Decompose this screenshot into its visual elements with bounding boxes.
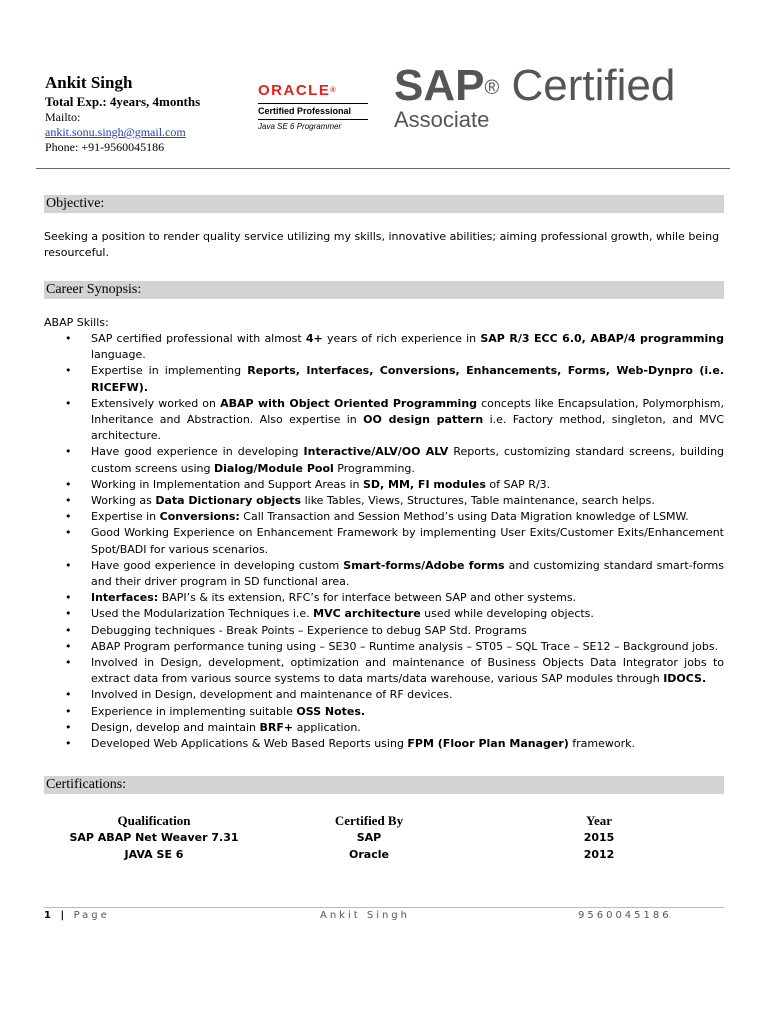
skill-text: Interfaces: xyxy=(91,591,159,605)
skill-text: framework. xyxy=(568,737,636,751)
skill-text: Conversions: xyxy=(159,510,240,524)
skill-item xyxy=(44,396,724,445)
email-link[interactable]: ankit.sonu.singh@gmail.com xyxy=(45,125,186,139)
footer-divider xyxy=(44,907,724,908)
skill-text: Dialog/Module Pool xyxy=(214,461,334,475)
skill-text: Have good experience in developing xyxy=(91,445,304,459)
certifications-heading: Certifications: xyxy=(44,776,724,794)
skill-text: of SAP R/3. xyxy=(485,477,551,491)
skill-item xyxy=(44,687,724,703)
cert-cell: SAP xyxy=(356,831,382,844)
cert-cell: 2012 xyxy=(583,848,615,861)
cert-cell: JAVA SE 6 xyxy=(124,848,184,861)
certifications-table xyxy=(44,812,724,863)
skill-text: Programming. xyxy=(333,461,415,475)
oracle-wordmark: ORACLE xyxy=(258,82,331,99)
skill-text: Design, develop and maintain xyxy=(91,720,260,734)
skill-text: FPM (Floor Plan Manager) xyxy=(407,737,569,751)
skill-text: Expertise in implementing xyxy=(91,364,248,378)
skill-text: Good Working Experience on Enhancement Framework by implementing User Exits/Customer Exits/Enhancement Spot/BADI for various scenarios. xyxy=(91,526,724,556)
skill-text: Developed Web Applications & Web Based Reports using xyxy=(91,737,408,751)
skill-text: Experience in implementing suitable xyxy=(91,704,297,718)
skill-text: SAP R/3 ECC 6.0, ABAP/4 programming xyxy=(480,332,724,345)
skill-item xyxy=(44,525,724,557)
skill-text: like Tables, Views, Structures, Table maintenance, search helps. xyxy=(301,494,655,508)
skill-text: Smart-forms/Adobe forms xyxy=(343,558,505,572)
sap-associate-word: Associate xyxy=(394,107,490,132)
career-synopsis-heading: Career Synopsis: xyxy=(44,281,724,299)
oracle-certified-logo xyxy=(258,82,370,134)
skill-text: ABAP with Object Oriented Programming xyxy=(220,396,478,410)
skill-item xyxy=(44,704,724,720)
sap-certified-logo xyxy=(394,62,734,132)
contact-block xyxy=(45,72,265,155)
candidate-name: Ankit Singh xyxy=(45,73,133,92)
objective-heading: Objective: xyxy=(44,195,724,213)
skill-item xyxy=(44,655,724,687)
abap-skills-heading: ABAP Skills: xyxy=(44,316,109,329)
skill-text: Involved in Design, development, optimization and maintenance of Business Objects Data Integrator jobs to extract data from various source systems to data marts/data warehouse, various SAP modules through xyxy=(91,656,724,686)
skill-text: Reports, customizing standard screens, building custom screens using xyxy=(91,445,725,475)
footer-phone: 9560045186 xyxy=(578,910,672,921)
skill-item xyxy=(44,331,724,363)
skill-text: application. xyxy=(293,720,361,734)
skill-text: concepts like Encapsulation, Polymorphism, Inheritance and Abstraction. Also expertise in xyxy=(91,396,725,427)
skill-text: IDOCS. xyxy=(663,672,707,686)
skill-item xyxy=(44,590,724,606)
skill-item xyxy=(44,736,724,752)
skill-item xyxy=(44,493,724,509)
col-qualification: Qualification xyxy=(117,813,191,828)
skill-text: Extensively worked on xyxy=(91,396,221,410)
phone-number: Phone: +91-9560045186 xyxy=(45,140,165,154)
skill-text: used while developing objects. xyxy=(420,607,594,621)
page-number: 1 xyxy=(44,910,54,921)
skill-text: and customizing standard smart-forms and their driver program in SD functional area. xyxy=(91,558,724,589)
cert-row xyxy=(44,829,724,846)
skill-text: Used the Modularization Techniques i.e. xyxy=(91,607,314,621)
sap-certified-word: Certified xyxy=(511,61,676,110)
skill-text: Expertise in xyxy=(91,510,160,524)
skill-item xyxy=(44,558,724,590)
skill-item xyxy=(44,623,724,639)
cert-cell: Oracle xyxy=(349,848,389,861)
skill-item xyxy=(44,639,724,655)
skills-list xyxy=(44,331,724,752)
col-certified-by: Certified By xyxy=(334,813,404,828)
skill-text: MVC architecture xyxy=(313,607,421,621)
skill-text: years of rich experience in xyxy=(322,332,481,345)
col-year: Year xyxy=(586,813,612,828)
skill-text: SAP certified professional with almost xyxy=(91,332,306,345)
total-experience: Total Exp.: 4years, 4months xyxy=(45,94,201,109)
oracle-registered-mark: ® xyxy=(330,87,338,94)
skill-text: Working in Implementation and Support Areas in xyxy=(91,477,363,491)
skill-item xyxy=(44,606,724,622)
skill-text: Data Dictionary objects xyxy=(155,494,302,508)
skill-text: SD, MM, FI modules xyxy=(362,477,486,491)
footer-page-number xyxy=(44,909,110,923)
sap-registered-mark: ® xyxy=(484,77,500,99)
cert-cell: 2015 xyxy=(583,831,615,844)
skill-item xyxy=(44,477,724,493)
page-separator: | xyxy=(53,910,74,921)
skill-text: BRF+ xyxy=(259,720,294,734)
cert-row xyxy=(44,846,724,863)
mailto-label: Mailto: xyxy=(45,110,81,124)
skill-item xyxy=(44,720,724,736)
objective-text: Seeking a position to render quality service utilizing my skills, innovative abilities; aiming professional growth, while being resourceful. xyxy=(44,230,720,259)
skill-text: Involved in Design, development and maintenance of RF devices. xyxy=(91,688,453,702)
skill-text: Call Transaction and Session Method’s using Data Migration knowledge of LSMW. xyxy=(239,510,689,524)
skill-text: Working as xyxy=(91,494,156,508)
skill-text: BAPI’s & its extension, RFC’s for interface between SAP and other systems. xyxy=(158,591,577,605)
skill-text: language. xyxy=(91,348,146,362)
skill-item xyxy=(44,509,724,525)
skill-text: Have good experience in developing custom xyxy=(91,558,344,572)
skill-text: Debugging techniques - Break Points – Experience to debug SAP Std. Programs xyxy=(91,623,527,637)
skill-item xyxy=(44,444,724,476)
skill-text: ABAP Program performance tuning using – SE30 – Runtime analysis – ST05 – SQL Trace – SE12 – Background jobs. xyxy=(91,639,719,653)
page-word: Page xyxy=(73,910,110,921)
oracle-cert-label: Certified Professional xyxy=(258,103,368,120)
skill-text: 4+ xyxy=(305,332,323,345)
sap-wordmark: SAP xyxy=(394,61,485,110)
skill-text: OSS Notes. xyxy=(296,704,366,718)
skill-text: Reports, Interfaces, Conversions, Enhancements, Forms, Web-Dynpro (i.e. RICEFW). xyxy=(91,364,724,394)
header-divider xyxy=(36,168,730,169)
skill-text: Interactive/ALV/OO ALV xyxy=(303,445,449,459)
skill-text: i.e. Factory method, singleton, and MVC architecture. xyxy=(91,413,725,443)
skill-text: OO design pattern xyxy=(363,413,484,427)
skill-item xyxy=(44,363,724,395)
cert-cell: SAP ABAP Net Weaver 7.31 xyxy=(69,831,239,844)
oracle-cert-subtitle: Java SE 6 Programmer xyxy=(258,122,342,131)
cert-header-row xyxy=(44,812,724,829)
footer-name: Ankit Singh xyxy=(320,910,410,921)
